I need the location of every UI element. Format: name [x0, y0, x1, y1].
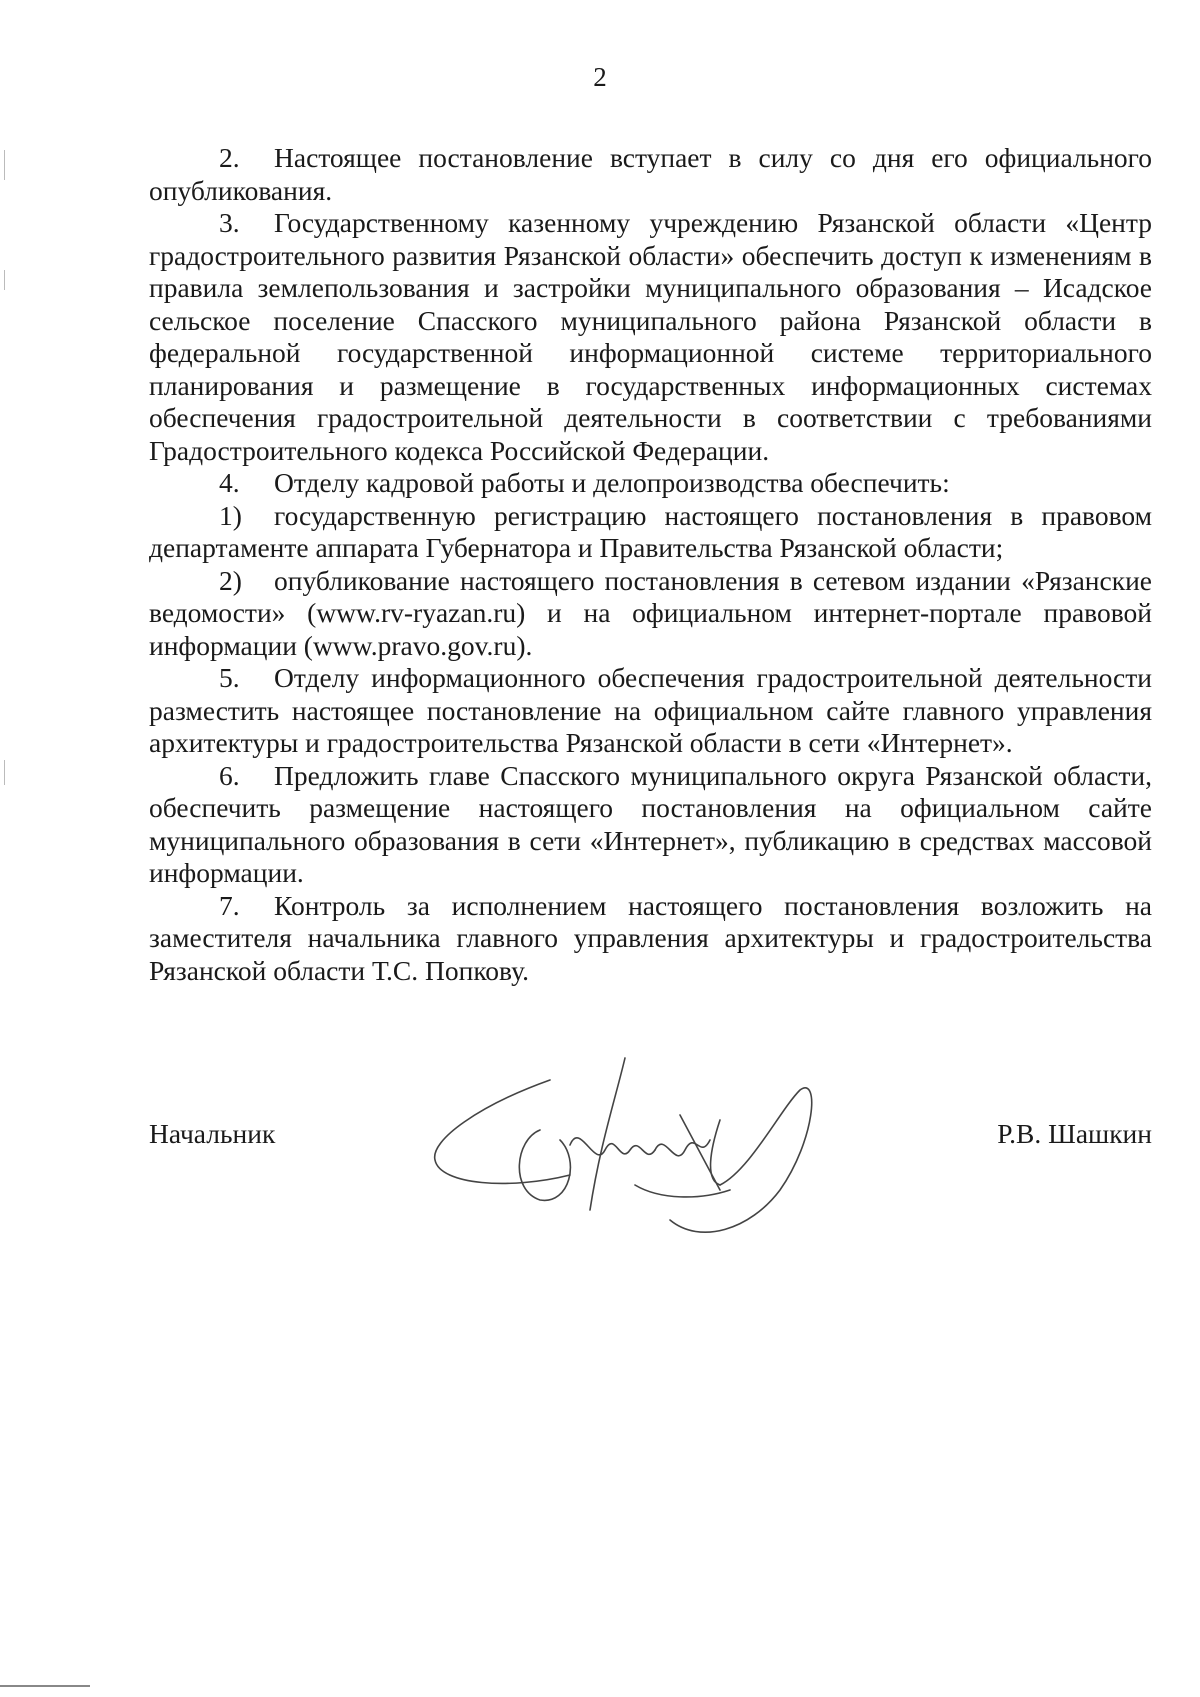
paragraph-number: 5.: [219, 662, 240, 693]
paragraph-number: 3.: [219, 207, 240, 238]
signer-name: Р.В. Шашкин: [997, 1118, 1152, 1149]
paragraph: [149, 760, 1152, 890]
page-number: 2: [593, 62, 607, 92]
paragraph-text: Контроль за исполнением настоящего постановления возложить на заместителя начальника главного управления архитектуры и градостроительства Рязанской области Т.С. Попкову.: [149, 889, 1152, 986]
paragraph-text: Отделу кадровой работы и делопроизводства обеспечить:: [274, 467, 950, 498]
paragraph-text: Отделу информационного обеспечения градостроительной деятельности разместить настоящее постановление на официальном сайте главного управления архитектуры и градостроительства Рязанской области в сети «Интернет».: [149, 662, 1152, 758]
scan-edge-mark: [4, 150, 5, 180]
scan-edge-mark: [4, 760, 5, 785]
paragraph-number: 1): [219, 499, 242, 531]
paragraph: [149, 565, 1152, 663]
paragraph: [149, 890, 1152, 988]
paragraph-text: Государственному казенному учреждению Рязанской области «Центр градостроительного развития Рязанской области» обеспечить доступ к изменениям в правила землепользования и застройки муниципального образования – Исадское сельское поселение Спасского муниципального района Рязанской области в федеральной государственной информационной системе территориального планирования и размещение в государственных информационных системах обеспечения градостроительной деятельности в соответствии с требованиями Градостроительного кодекса Российской Федерации.: [149, 207, 1152, 466]
paragraph-text: Настоящее постановление вступает в силу со дня его официального опубликования.: [149, 142, 1152, 206]
paragraph-number: 2.: [219, 142, 240, 173]
paragraph-number: 4.: [219, 467, 240, 498]
document-body: [149, 142, 1152, 987]
paragraph: [149, 207, 1152, 467]
paragraph: [149, 662, 1152, 760]
signature-block: [149, 1118, 1152, 1158]
signer-position: Начальник: [149, 1118, 276, 1149]
paragraph-number: 2): [219, 564, 242, 596]
paragraph-text: опубликование настоящего постановления в сетевом издании «Рязанские ведомости» (www.rv-ryazan.ru) и на официальном интернет-портале правовой информации (www.pravo.gov.ru).: [149, 564, 1152, 661]
paragraph: [149, 142, 1152, 207]
scan-edge-mark: [4, 270, 5, 290]
scan-artifact-line: [0, 1685, 90, 1687]
paragraph-text: Предложить главе Спасского муниципального округа Рязанской области, обеспечить размещение настоящего постановления на официальном сайте муниципального образования в сети «Интернет», публикацию в средствах массовой информации.: [149, 759, 1152, 888]
paragraph-number: 6.: [219, 759, 240, 791]
paragraph: [149, 500, 1152, 565]
paragraph: [149, 467, 1152, 500]
paragraph-number: 7.: [219, 889, 240, 921]
paragraph-text: государственную регистрацию настоящего постановления в правовом департаменте аппарата Губернатора и Правительства Рязанской области;: [149, 499, 1152, 563]
